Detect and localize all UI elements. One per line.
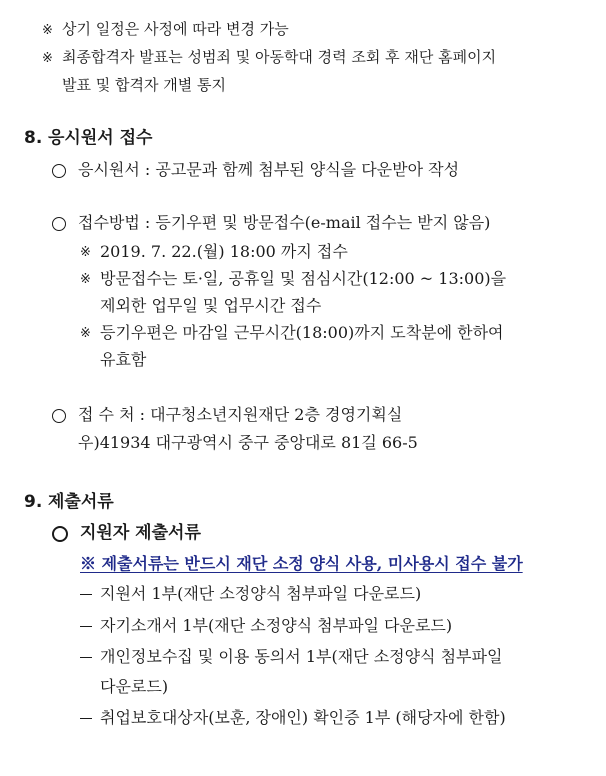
- registered-mail-note: 등기우편은 마감일 근무시간(18:00)까지 도착분에 한하여: [100, 323, 504, 342]
- note-mark: ※: [80, 326, 91, 341]
- note-mark: ※: [42, 23, 53, 38]
- dash-bullet-icon: [80, 657, 92, 658]
- dash-bullet-icon: [80, 626, 92, 627]
- section8-title: 응시원서 접수: [48, 128, 153, 148]
- deadline-note: 2019. 7. 22.(월) 18:00 까지 접수: [100, 242, 348, 261]
- document-privacy-consent: 개인정보수집 및 이용 동의서 1부(재단 소정양식 첨부파일: [100, 647, 503, 666]
- document-self-introduction: 자기소개서 1부(재단 소정양식 첨부파일 다운로드): [100, 616, 453, 635]
- note-mark: ※: [80, 245, 91, 260]
- reception-office-item: 접 수 처 : 대구청소년지원재단 2층 경영기획실: [78, 405, 403, 424]
- circle-bullet-icon: [52, 409, 66, 423]
- registered-mail-note-cont: 유효함: [100, 350, 147, 369]
- dash-bullet-icon: [80, 594, 92, 595]
- submission-method-item: 접수방법 : 등기우편 및 방문접수(e-mail 접수는 받지 않음): [78, 213, 491, 232]
- note-mark: ※: [80, 272, 91, 287]
- document-employment-protection: 취업보호대상자(보훈, 장애인) 확인증 1부 (해당자에 한함): [100, 708, 506, 727]
- note-final-announcement: 최종합격자 발표는 성범죄 및 아동학대 경력 조회 후 재단 홈페이지: [62, 48, 497, 66]
- applicant-documents-subtitle: 지원자 제출서류: [80, 523, 201, 543]
- note-final-announcement-cont: 발표 및 합격자 개별 통지: [62, 76, 226, 94]
- mandatory-form-warning: ※ 제출서류는 반드시 재단 소정 양식 사용, 미사용시 접수 불가: [80, 554, 523, 573]
- note-schedule-change: 상기 일정은 사정에 따라 변경 가능: [62, 20, 289, 38]
- document-application-form: 지원서 1부(재단 소정양식 첨부파일 다운로드): [100, 584, 422, 603]
- visit-submission-note: 방문접수는 토·일, 공휴일 및 점심시간(12:00 ~ 13:00)을: [100, 269, 507, 288]
- dash-bullet-icon: [80, 718, 92, 719]
- note-mark: ※: [42, 51, 53, 66]
- application-form-item: 응시원서 : 공고문과 함께 첨부된 양식을 다운받아 작성: [78, 160, 460, 179]
- circle-bullet-icon: [52, 164, 66, 178]
- visit-submission-note-cont: 제외한 업무일 및 업무시간 접수: [100, 296, 322, 315]
- section9-number: 9.: [24, 492, 43, 512]
- document-privacy-consent-cont: 다운로드): [100, 677, 169, 696]
- circle-bullet-icon: [52, 217, 66, 231]
- section9-title: 제출서류: [48, 492, 114, 512]
- reception-address: 우)41934 대구광역시 중구 중앙대로 81길 66-5: [78, 433, 418, 452]
- circle-bullet-icon: [52, 526, 68, 542]
- section8-number: 8.: [24, 128, 43, 148]
